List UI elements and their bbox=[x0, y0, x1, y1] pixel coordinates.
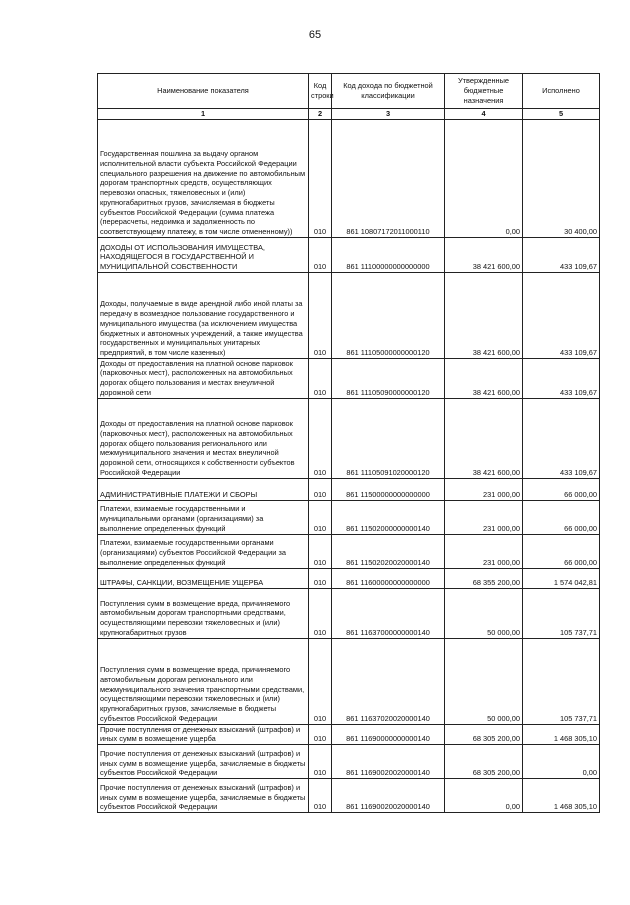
row-done-cell: 433 109,67 bbox=[523, 358, 600, 398]
table-header-row bbox=[98, 74, 600, 109]
row-name-cell: ДОХОДЫ ОТ ИСПОЛЬЗОВАНИЯ ИМУЩЕСТВА, НАХОДЯЩЕГОСЯ В ГОСУДАРСТВЕННОЙ И МУНИЦИПАЛЬНОЙ СОБСТВЕННОСТИ bbox=[98, 237, 309, 272]
row-code-cell: 010 bbox=[309, 119, 332, 237]
row-kbk-cell: 861 11600000000000000 bbox=[332, 568, 445, 588]
header-kbk: Код дохода по бюджетной классификации bbox=[332, 74, 445, 109]
row-code-cell: 010 bbox=[309, 398, 332, 478]
row-plan-cell: 68 305 200,00 bbox=[445, 744, 523, 778]
row-name-cell: Доходы от предоставления на платной основе парковок (парковочных мест), расположенных на автомобильных дорогах общего пользования и местах внеуличной дорожной сети bbox=[98, 358, 309, 398]
table-row bbox=[98, 588, 600, 638]
row-name-cell: Государственная пошлина за выдачу органом исполнительной власти субъекта Российской Федерации специального разрешения на движение по автомобильным дорогам транспортных средств, осуществляющих перевозки опасных, тяжеловесных и (или) крупногабаритных грузов, зачисляемая в бюджеты субъектов Российской Федерации (сумма платежа (перерасчеты, недоимка и задолженность по соответствующему платежу, в том числе отмененному)) bbox=[98, 119, 309, 237]
row-kbk-cell: 861 11500000000000000 bbox=[332, 478, 445, 500]
row-name-cell: Доходы от предоставления на платной основе парковок (парковочных мест), расположенных на автомобильных дорогах общего пользования регионального или межмуниципального значения и местах внеуличной дорожной сети, относящихся к собственности субъектов Российской Федерации bbox=[98, 398, 309, 478]
table-body bbox=[98, 119, 600, 812]
revenue-table bbox=[97, 73, 600, 813]
row-name-cell: Прочие поступления от денежных взысканий (штрафов) и иных сумм в возмещение ущерба, зачисляемые в бюджеты субъектов Российской Федерации bbox=[98, 744, 309, 778]
row-code-cell: 010 bbox=[309, 638, 332, 724]
row-kbk-cell: 861 11637000000000140 bbox=[332, 588, 445, 638]
row-done-cell: 105 737,71 bbox=[523, 638, 600, 724]
row-name-cell: ШТРАФЫ, САНКЦИИ, ВОЗМЕЩЕНИЕ УЩЕРБА bbox=[98, 568, 309, 588]
row-code-cell: 010 bbox=[309, 744, 332, 778]
table-row bbox=[98, 568, 600, 588]
row-kbk-cell: 861 11502020020000140 bbox=[332, 534, 445, 568]
row-plan-cell: 68 355 200,00 bbox=[445, 568, 523, 588]
row-kbk-cell: 861 11690000000000140 bbox=[332, 724, 445, 744]
row-plan-cell: 38 421 600,00 bbox=[445, 398, 523, 478]
table-row bbox=[98, 398, 600, 478]
row-kbk-cell: 861 11637020020000140 bbox=[332, 638, 445, 724]
row-done-cell: 1 468 305,10 bbox=[523, 724, 600, 744]
row-done-cell: 66 000,00 bbox=[523, 500, 600, 534]
row-plan-cell: 231 000,00 bbox=[445, 478, 523, 500]
row-done-cell: 1 574 042,81 bbox=[523, 568, 600, 588]
page-number: 65 bbox=[308, 29, 322, 41]
row-code-cell: 010 bbox=[309, 724, 332, 744]
header-code: Код строки bbox=[309, 74, 332, 109]
row-code-cell: 010 bbox=[309, 568, 332, 588]
row-plan-cell: 50 000,00 bbox=[445, 588, 523, 638]
table-row bbox=[98, 478, 600, 500]
column-index-row bbox=[98, 109, 600, 120]
row-code-cell: 010 bbox=[309, 778, 332, 812]
row-kbk-cell: 861 11105000000000120 bbox=[332, 272, 445, 358]
table-row bbox=[98, 778, 600, 812]
table-row bbox=[98, 358, 600, 398]
row-done-cell: 0,00 bbox=[523, 744, 600, 778]
row-name-cell: Прочие поступления от денежных взысканий (штрафов) и иных сумм в возмещение ущерба, зачисляемые в бюджеты субъектов Российской Федерации bbox=[98, 778, 309, 812]
column-index: 5 bbox=[523, 109, 600, 120]
row-code-cell: 010 bbox=[309, 272, 332, 358]
row-done-cell: 66 000,00 bbox=[523, 534, 600, 568]
row-name-cell: АДМИНИСТРАТИВНЫЕ ПЛАТЕЖИ И СБОРЫ bbox=[98, 478, 309, 500]
row-done-cell: 30 400,00 bbox=[523, 119, 600, 237]
table-row bbox=[98, 638, 600, 724]
row-name-cell: Прочие поступления от денежных взысканий (штрафов) и иных сумм в возмещение ущерба bbox=[98, 724, 309, 744]
row-name-cell: Поступления сумм в возмещение вреда, причиняемого автомобильным дорогам регионального или межмуниципального значения транспортными средствами, осуществляющими перевозки тяжеловесных и (или) крупногабаритных грузов, зачисляемые в бюджеты субъектов Российской Федерации bbox=[98, 638, 309, 724]
column-index: 4 bbox=[445, 109, 523, 120]
row-kbk-cell: 861 11100000000000000 bbox=[332, 237, 445, 272]
table-row bbox=[98, 500, 600, 534]
row-kbk-cell: 861 11690020020000140 bbox=[332, 778, 445, 812]
table-row bbox=[98, 272, 600, 358]
row-plan-cell: 231 000,00 bbox=[445, 534, 523, 568]
row-plan-cell: 0,00 bbox=[445, 778, 523, 812]
table-row bbox=[98, 237, 600, 272]
table-row bbox=[98, 744, 600, 778]
row-code-cell: 010 bbox=[309, 237, 332, 272]
row-kbk-cell: 861 11105091020000120 bbox=[332, 398, 445, 478]
column-index: 1 bbox=[98, 109, 309, 120]
header-plan: Утвержденные бюджетные назначения bbox=[445, 74, 523, 109]
row-kbk-cell: 861 11105090000000120 bbox=[332, 358, 445, 398]
row-done-cell: 433 109,67 bbox=[523, 398, 600, 478]
row-plan-cell: 38 421 600,00 bbox=[445, 237, 523, 272]
row-done-cell: 66 000,00 bbox=[523, 478, 600, 500]
table-row bbox=[98, 534, 600, 568]
row-name-cell: Доходы, получаемые в виде арендной либо иной платы за передачу в возмездное пользование государственного и муниципального имущества (за исключением имущества бюджетных и автономных учреждений, а также имущества государственных и муниципальных унитарных предприятий, в том числе казенных) bbox=[98, 272, 309, 358]
row-kbk-cell: 861 11502000000000140 bbox=[332, 500, 445, 534]
row-name-cell: Платежи, взимаемые государственными и муниципальными органами (организациями) за выполнение определенных функций bbox=[98, 500, 309, 534]
row-kbk-cell: 861 10807172011000110 bbox=[332, 119, 445, 237]
row-code-cell: 010 bbox=[309, 500, 332, 534]
table-row bbox=[98, 724, 600, 744]
row-plan-cell: 0,00 bbox=[445, 119, 523, 237]
row-done-cell: 105 737,71 bbox=[523, 588, 600, 638]
table-row bbox=[98, 119, 600, 237]
row-plan-cell: 68 305 200,00 bbox=[445, 724, 523, 744]
row-done-cell: 433 109,67 bbox=[523, 237, 600, 272]
row-done-cell: 1 468 305,10 bbox=[523, 778, 600, 812]
row-plan-cell: 50 000,00 bbox=[445, 638, 523, 724]
row-code-cell: 010 bbox=[309, 478, 332, 500]
row-code-cell: 010 bbox=[309, 358, 332, 398]
row-name-cell: Поступления сумм в возмещение вреда, причиняемого автомобильным дорогам транспортными средствами, осуществляющими перевозки тяжеловесных и (или) крупногабаритных грузов bbox=[98, 588, 309, 638]
row-code-cell: 010 bbox=[309, 534, 332, 568]
row-plan-cell: 231 000,00 bbox=[445, 500, 523, 534]
row-code-cell: 010 bbox=[309, 588, 332, 638]
column-index: 3 bbox=[332, 109, 445, 120]
row-done-cell: 433 109,67 bbox=[523, 272, 600, 358]
row-name-cell: Платежи, взимаемые государственными органами (организациями) субъектов Российской Федерации за выполнение определенных функций bbox=[98, 534, 309, 568]
header-done: Исполнено bbox=[523, 74, 600, 109]
row-plan-cell: 38 421 600,00 bbox=[445, 358, 523, 398]
row-plan-cell: 38 421 600,00 bbox=[445, 272, 523, 358]
header-name: Наименование показателя bbox=[98, 74, 309, 109]
row-kbk-cell: 861 11690020020000140 bbox=[332, 744, 445, 778]
column-index: 2 bbox=[309, 109, 332, 120]
